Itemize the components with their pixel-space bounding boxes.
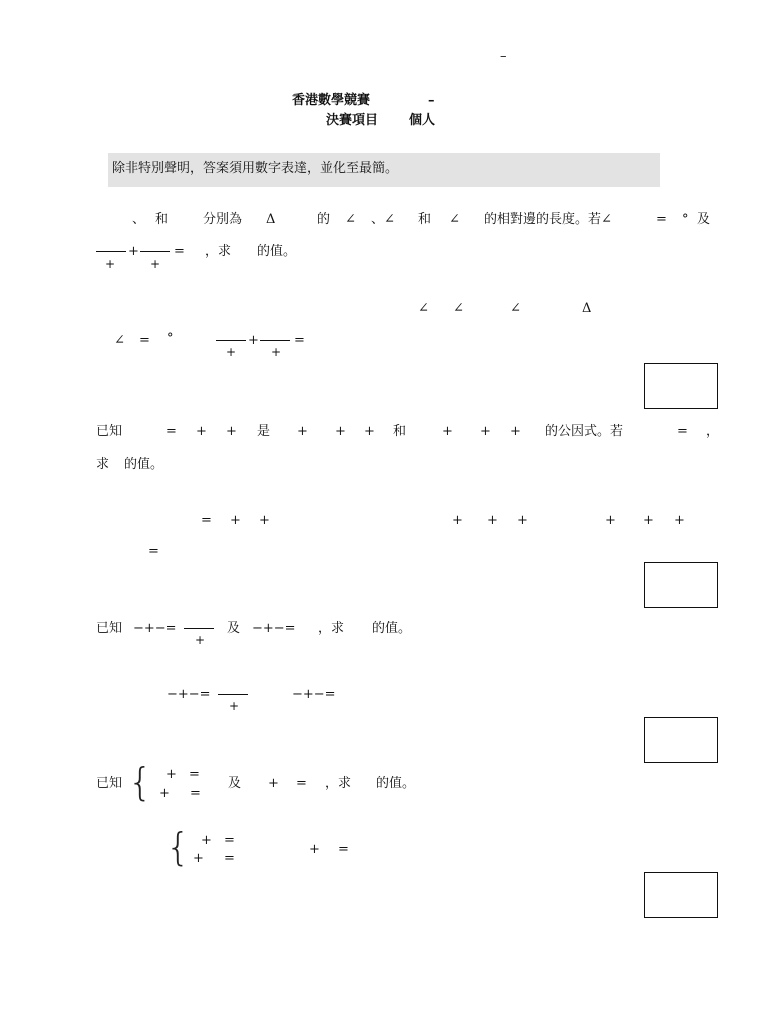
q1-text: ，求 bbox=[205, 244, 232, 259]
q1-text: ° bbox=[682, 212, 689, 227]
q4-text: + bbox=[268, 776, 279, 791]
q1-solution: ∠ bbox=[510, 301, 521, 316]
header-dash: – bbox=[500, 49, 507, 64]
q1-text: 的 bbox=[317, 212, 331, 227]
q2-solution: + bbox=[487, 513, 498, 528]
fraction-denominator: + bbox=[229, 699, 240, 713]
q3-text: 已知 bbox=[96, 621, 123, 636]
fraction-bar bbox=[140, 251, 170, 252]
q1-solution: ° bbox=[167, 331, 174, 346]
answer-box-3[interactable] bbox=[644, 717, 718, 763]
q1-text: = bbox=[656, 212, 667, 227]
answer-box-4[interactable] bbox=[644, 872, 718, 918]
q1-solution: Δ bbox=[582, 301, 592, 316]
q2-text: = bbox=[677, 424, 688, 439]
q2-text: 求 bbox=[96, 457, 110, 472]
q1-text: 的值。 bbox=[257, 244, 297, 259]
q1-solution: ∠ bbox=[418, 301, 429, 316]
q4-solution: = bbox=[338, 842, 349, 857]
answer-box-2[interactable] bbox=[644, 562, 718, 608]
subtitle-individual: 個人 bbox=[409, 113, 436, 128]
system-brace: { bbox=[128, 760, 153, 804]
answer-box-1[interactable] bbox=[644, 363, 718, 409]
q1-text: + bbox=[128, 244, 139, 259]
q2-text: 和 bbox=[393, 424, 407, 439]
q1-solution: ∠ bbox=[453, 301, 464, 316]
q2-text: 的公因式。若 bbox=[545, 424, 624, 439]
fraction-denominator: + bbox=[195, 633, 206, 647]
q1-text: 和 bbox=[155, 212, 169, 227]
q1-solution: + bbox=[248, 333, 259, 348]
q1-text: 、∠ bbox=[371, 212, 395, 227]
q4-text: 及 bbox=[228, 776, 242, 791]
q1-solution: = bbox=[139, 333, 150, 348]
fraction-denominator: + bbox=[226, 345, 237, 359]
q2-text: + bbox=[442, 424, 453, 439]
title-dash: – bbox=[428, 93, 435, 108]
q2-text: = bbox=[166, 424, 177, 439]
q3-text: 的值。 bbox=[372, 621, 412, 636]
fraction-denominator: + bbox=[150, 257, 161, 271]
system-brace: { bbox=[166, 825, 191, 869]
q1-solution: ∠ bbox=[114, 333, 125, 348]
q2-text: + bbox=[510, 424, 521, 439]
q2-text: + bbox=[335, 424, 346, 439]
q4-text: 已知 bbox=[96, 776, 123, 791]
q1-text: 、 bbox=[132, 212, 146, 227]
q2-text: + bbox=[196, 424, 207, 439]
q1-text: = bbox=[174, 244, 185, 259]
instruction-text: 除非特別聲明，答案須用數字表達，並化至最簡。 bbox=[112, 161, 399, 176]
q2-text: + bbox=[480, 424, 491, 439]
q4-system-row: + = bbox=[166, 767, 200, 782]
q4-text: = bbox=[296, 776, 307, 791]
fraction-bar bbox=[260, 340, 290, 341]
q1-solution: = bbox=[294, 333, 305, 348]
q3-solution: −+−= bbox=[292, 687, 336, 702]
q2-text: + bbox=[364, 424, 375, 439]
fraction-bar bbox=[216, 340, 246, 341]
q4-solution: + bbox=[309, 842, 320, 857]
q1-text: 分別為 bbox=[203, 212, 243, 227]
q2-solution: + bbox=[230, 513, 241, 528]
q1-text: 的相對邊的長度。若∠ bbox=[484, 212, 612, 227]
q1-text: Δ bbox=[266, 212, 276, 227]
q2-solution: + bbox=[674, 513, 685, 528]
q3-text: −+−= bbox=[133, 621, 177, 636]
fraction-bar bbox=[184, 628, 214, 629]
q2-solution: + bbox=[643, 513, 654, 528]
fraction-denominator: + bbox=[105, 257, 116, 271]
instruction-box bbox=[108, 153, 660, 187]
q2-solution: + bbox=[605, 513, 616, 528]
subtitle-event: 決賽項目 bbox=[326, 113, 379, 128]
q4-text: 的值。 bbox=[376, 776, 416, 791]
q1-text: ∠ bbox=[449, 212, 460, 227]
q2-text: + bbox=[226, 424, 237, 439]
q2-solution: = bbox=[148, 544, 159, 559]
fraction-bar bbox=[218, 694, 248, 695]
q3-solution: −+−= bbox=[167, 687, 211, 702]
q1-text: ∠ bbox=[345, 212, 356, 227]
q1-text: 和 bbox=[418, 212, 432, 227]
q2-text: 已知 bbox=[96, 424, 123, 439]
fraction-bar bbox=[96, 251, 126, 252]
q2-solution: = bbox=[201, 513, 212, 528]
q4-text: ，求 bbox=[325, 776, 352, 791]
q1-text: 及 bbox=[697, 212, 711, 227]
q4-solution-row: + = bbox=[201, 833, 235, 848]
fraction-denominator: + bbox=[271, 345, 282, 359]
q2-solution: + bbox=[452, 513, 463, 528]
q4-solution-row: + = bbox=[193, 851, 235, 866]
q3-text: ，求 bbox=[318, 621, 345, 636]
q3-text: 及 bbox=[227, 621, 241, 636]
q3-text: −+−= bbox=[252, 621, 296, 636]
q2-text: + bbox=[297, 424, 308, 439]
q2-text: ， bbox=[706, 424, 720, 439]
q2-solution: + bbox=[517, 513, 528, 528]
q2-text: 是 bbox=[257, 424, 271, 439]
q2-solution: + bbox=[259, 513, 270, 528]
page-title: 香港數學競賽 bbox=[292, 93, 371, 108]
q2-text: 的值。 bbox=[124, 457, 164, 472]
q4-system-row: + = bbox=[159, 786, 201, 801]
